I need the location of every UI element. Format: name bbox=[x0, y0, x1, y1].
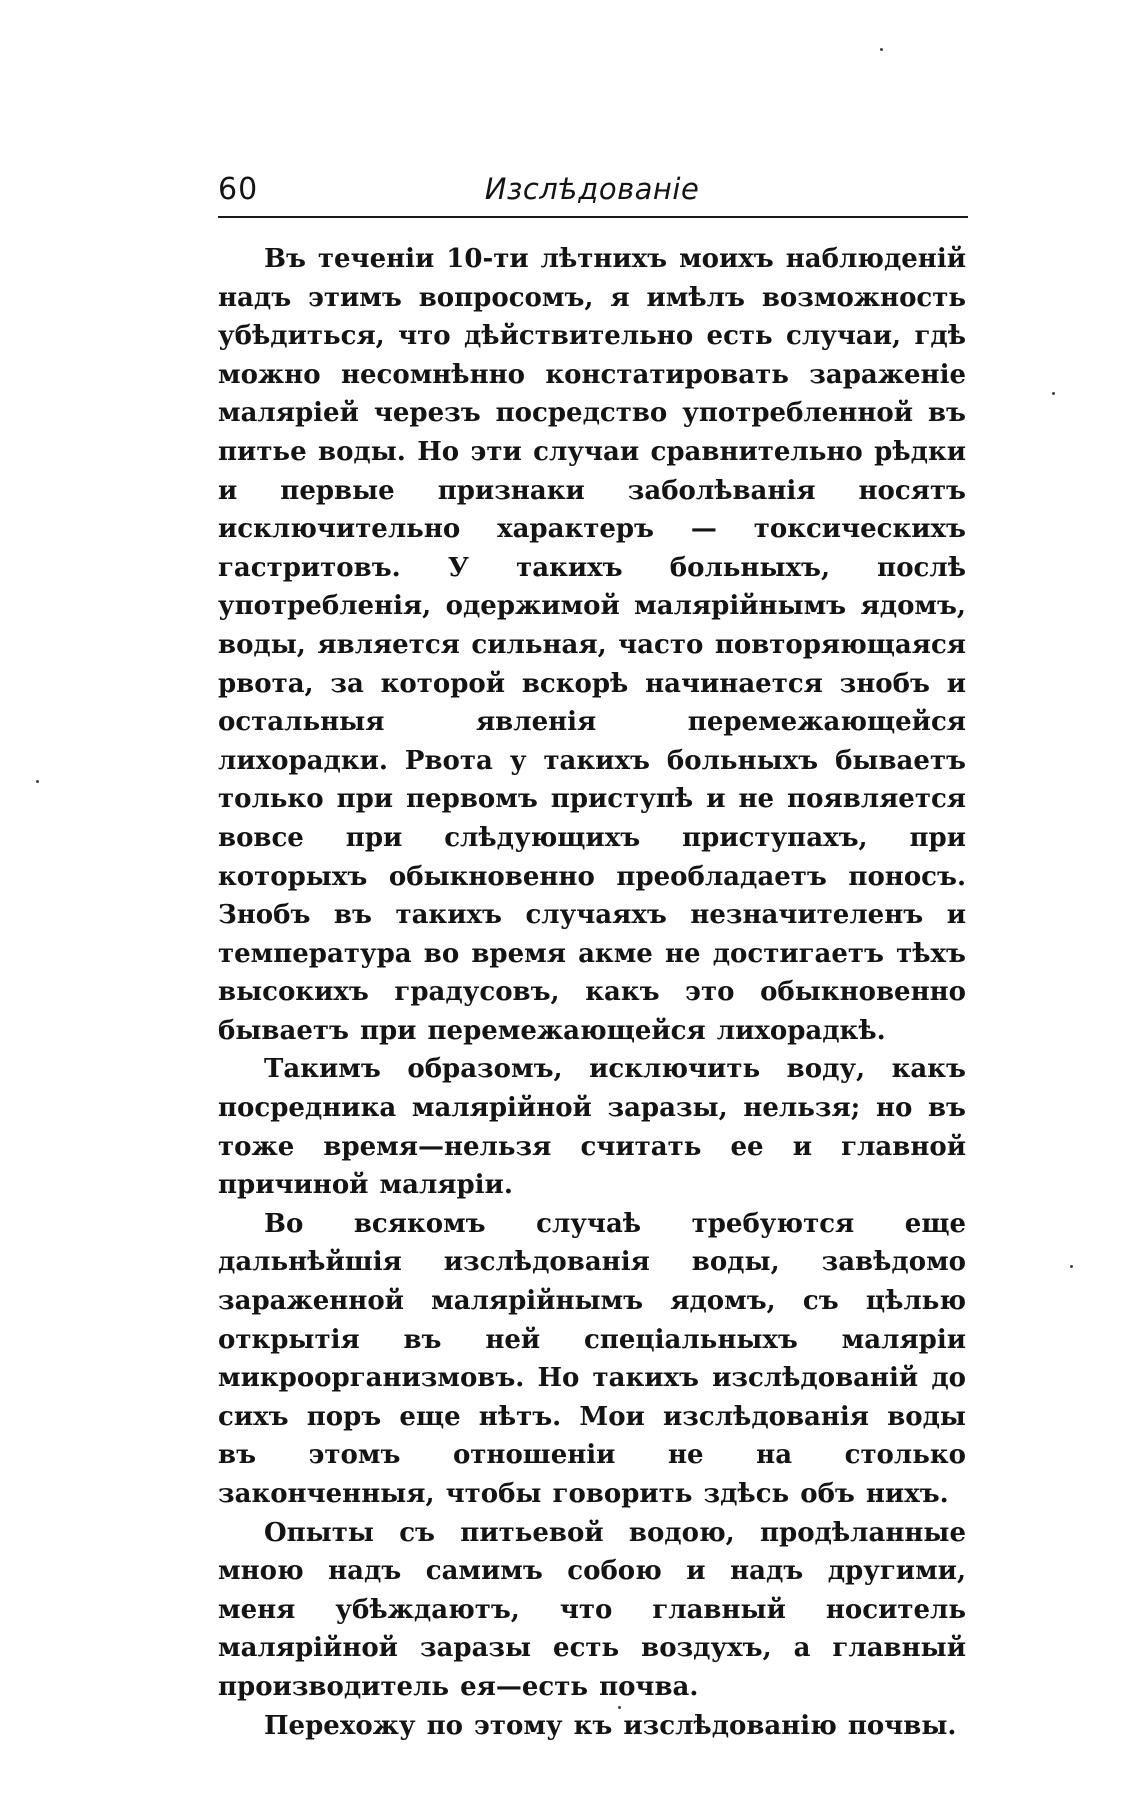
scan-speck bbox=[880, 48, 883, 51]
paragraph: Перехожу по этому къ изслѣдованію почвы. bbox=[264, 1710, 957, 1741]
scan-speck bbox=[1052, 392, 1055, 395]
scan-speck bbox=[1070, 1265, 1073, 1268]
scan-speck bbox=[618, 1706, 621, 1709]
page-header bbox=[218, 168, 966, 220]
running-title: Изслѣдованіе bbox=[484, 172, 700, 206]
page-number: 60 bbox=[218, 172, 259, 207]
scan-speck bbox=[36, 780, 39, 783]
body-text bbox=[218, 240, 966, 1745]
paragraph: Опыты съ питьевой водою, продѣланные мною надъ самимъ собою и надъ другими, меня убѣждаютъ, что главный носитель малярійной заразы есть воздухъ, а главный производитель ея—есть почва. bbox=[218, 1517, 966, 1702]
paragraph: Въ теченіи 10-ти лѣтнихъ моихъ наблюденій надъ этимъ вопросомъ, я имѣлъ возможность убѣдиться, что дѣйствительно есть случаи, гдѣ можно несомнѣнно констатировать зараженіе малярiей черезъ посредство употребленной въ питье воды. Но эти случаи сравнительно рѣдки и первые признаки заболѣванія носятъ исключительно характеръ — токсическихъ гастритовъ. У такихъ больныхъ, послѣ употребленія, одержимой малярійнымъ ядомъ, воды, является сильная, часто повторяющаяся рвота, за которой вскорѣ начинается знобъ и остальныя явленія перемежающейся лихорадки. Рвота у такихъ больныхъ бываетъ только при первомъ приступѣ и не появляется вовсе при слѣдующихъ приступахъ, при которыхъ обыкновенно преобладаетъ поносъ. Знобъ въ такихъ случаяхъ незначителенъ и температура во время акме не достигаетъ тѣхъ высокихъ градусовъ, какъ это обыкновенно бываетъ при перемежающейся лихорадкѣ. bbox=[218, 244, 966, 1046]
header-rule bbox=[218, 216, 968, 218]
paragraph: Во всякомъ случаѣ требуются еще дальнѣйшія изслѣдованія воды, завѣдомо зараженной малярійнымъ ядомъ, съ цѣлью открытія въ ней спеціальныхъ маляріи микроорганизмовъ. Но такихъ изслѣдованій до сихъ поръ еще нѣтъ. Мои изслѣдованія воды въ этомъ отношеніи не на столько законченныя, чтобы говорить здѣсь объ нихъ. bbox=[218, 1208, 966, 1509]
paragraph: Такимъ образомъ, исключить воду, какъ посредника малярiйной заразы, нельзя; но въ тоже время—нельзя считать ее и главной причиной маляріи. bbox=[218, 1054, 966, 1201]
